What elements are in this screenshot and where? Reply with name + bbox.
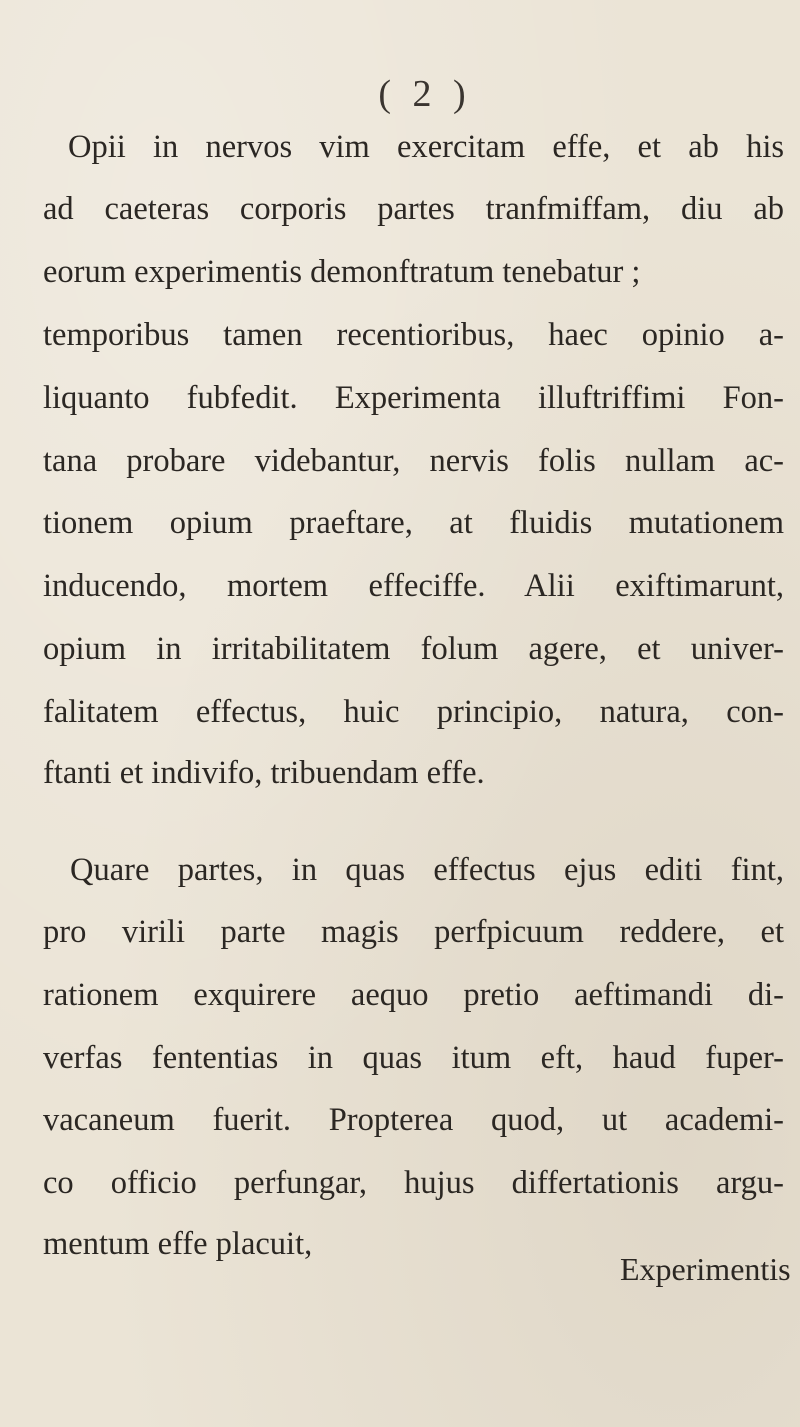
text-line: tionem opium praeftare, at fluidis mutationem bbox=[43, 505, 784, 541]
text-line: opium in irritabilitatem folum agere, et univer- bbox=[43, 631, 784, 667]
text-line: ad caeteras corporis partes tranfmiffam, diu ab bbox=[43, 191, 784, 227]
text-line: Quare partes, in quas effectus ejus editi fint, bbox=[70, 852, 784, 888]
catchword: Experimentis bbox=[620, 1251, 791, 1287]
text-line: eorum experimentis demonftratum tenebatur ; bbox=[43, 254, 641, 290]
text-line: rationem exquirere aequo pretio aeftimandi di- bbox=[43, 977, 784, 1013]
text-line: tana probare videbantur, nervis folis nullam ac- bbox=[43, 443, 784, 479]
text-line: vacaneum fuerit. Propterea quod, ut academi- bbox=[43, 1102, 784, 1138]
text-line: mentum effe placuit, bbox=[43, 1226, 313, 1262]
text-line: Opii in nervos vim exercitam effe, et ab his bbox=[68, 129, 784, 165]
text-line: inducendo, mortem effeciffe. Alii exiftimarunt, bbox=[43, 568, 784, 604]
page-number: ( 2 ) bbox=[378, 73, 472, 115]
text-line: liquanto fubfedit. Experimenta illuftriffimi Fon- bbox=[43, 380, 784, 416]
text-line: pro virili parte magis perfpicuum reddere, et bbox=[43, 914, 784, 950]
text-line: temporibus tamen recentioribus, haec opinio a- bbox=[43, 317, 784, 353]
text-line: verfas fententias in quas itum eft, haud fuper- bbox=[43, 1040, 784, 1076]
text-line: falitatem effectus, huic principio, natura, con- bbox=[43, 694, 784, 730]
text-line: co officio perfungar, hujus differtationis argu- bbox=[43, 1165, 784, 1201]
text-line: ftanti et indivifo, tribuendam effe. bbox=[43, 755, 485, 791]
